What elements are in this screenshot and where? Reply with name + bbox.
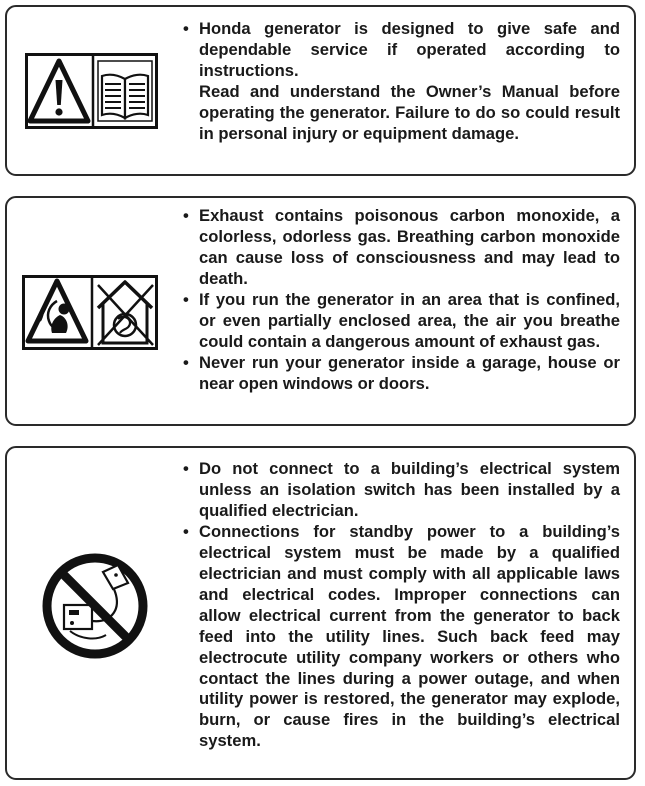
bullet-text: • If you run the generator in an area that is confined, or even partially enclosed area, the air you breathe could contain a dangerous amount of exhaust gas. [199,289,620,351]
owners-manual-warning-panel [5,5,636,176]
bullet-item [182,290,620,353]
safety-instructions [182,206,620,395]
safety-instructions [182,19,620,145]
bullet-text: • Do not connect to a building’s electrical system unless an isolation switch has been installed by a qualified electrician. [199,459,620,520]
bullet-item [182,353,620,395]
bullet-item [182,19,620,145]
carbon-monoxide-warning-label [22,275,158,350]
electrical-connection-warning-panel [5,446,636,780]
bullet-text: • Never run your generator inside a garage, house or near open windows or doors. [199,352,620,393]
bullet-text: • Connections for standby power to a building’s electrical system must be made by a qualified electrician and must comply with all applicable laws and electrical codes. Improper connections can allow electrical current from the generator to back feed into the utility lines. Such back feed may electrocute utility company workers or others who contact the lines during a power outage, and when utility power is restored, the generator may explode, burn, or cause fires in the building’s electrical system. [199,521,620,751]
safety-instructions [182,459,620,752]
no-connection-to-building-wiring-icon [40,551,150,661]
bullet-text: • Exhaust contains poisonous carbon monoxide, a colorless, odorless gas. Breathing carbon monoxide can cause loss of consciousness and may lead to death. [199,206,620,288]
bullet-item [182,522,620,752]
bullet-text: Read and understand the Owner’s Manual before operating the generator. Failure to do so could result in personal injury or equipment damage. [199,81,620,143]
bullet-item [182,206,620,290]
owners-manual-warning-label [25,53,158,129]
carbon-monoxide-warning-panel [5,196,636,426]
bullet-item [182,459,620,522]
bullet-text: • Honda generator is designed to give safe and dependable service if operated according to instructions. [199,19,620,80]
